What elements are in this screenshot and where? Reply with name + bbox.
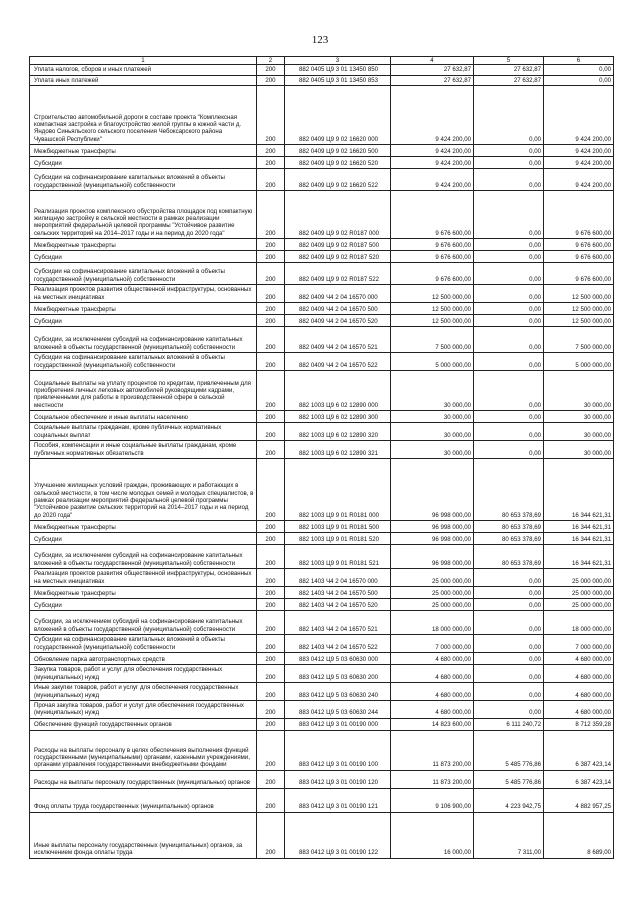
row-col5-cell: 27 632,87	[474, 75, 544, 85]
table-row	[30, 788, 614, 812]
row-name-cell: Субсидии на софинансирование капитальных вложений в объекты государственной (муниципальной) собственности	[30, 634, 257, 652]
row-code-cell: 883 0412 Ц9 5 03 60630 000	[285, 652, 391, 664]
table-row	[30, 144, 614, 156]
row-code-cell: 882 1003 Ц9 6 02 12890 000	[285, 370, 391, 410]
table-row	[30, 770, 614, 788]
row-name-cell: Реализация проектов комплексного обустройства площадок под компактную жилищную застройку в сельской местности в рамках реализации мероприятий федеральной целевой программы "Устойчивое развитие сельских территорий на 2014–2017 годы и на период до 2020 года"	[30, 190, 257, 238]
row-col5-cell: 0,00	[474, 284, 544, 302]
row-code-cell: 882 1003 Ц9 9 01 R0181 521	[285, 544, 391, 568]
row-name-cell: Межбюджетные трансферты	[30, 238, 257, 250]
row-col4-cell: 96 998 000,00	[391, 532, 474, 544]
table-row	[30, 410, 614, 422]
row-grbs-cell: 200	[257, 250, 285, 262]
row-code-cell: 882 0409 Ц9 9 02 R0187 500	[285, 238, 391, 250]
row-col4-cell: 16 000,00	[391, 812, 474, 858]
table-row	[30, 586, 614, 598]
row-col6-cell: 4 680 000,00	[544, 700, 614, 718]
header-cell: 6	[544, 57, 614, 65]
row-col6-cell: 0,00	[544, 65, 614, 75]
row-col6-cell: 30 000,00	[544, 440, 614, 458]
row-grbs-cell: 200	[257, 610, 285, 634]
row-col6-cell: 7 500 000,00	[544, 326, 614, 352]
row-name-cell: Расходы на выплаты персоналу в целях обеспечения выполнения функций государственными (муниципальными) органами, казенными учреждениями, органами управления государственными внебюджетными фондами	[30, 730, 257, 770]
table-row	[30, 532, 614, 544]
row-col4-cell: 25 000 000,00	[391, 586, 474, 598]
row-col6-cell: 6 387 423,14	[544, 770, 614, 788]
row-grbs-cell: 200	[257, 370, 285, 410]
row-col4-cell: 25 000 000,00	[391, 598, 474, 610]
table-row	[30, 700, 614, 718]
row-col4-cell: 12 500 000,00	[391, 284, 474, 302]
row-col5-cell: 80 653 378,69	[474, 544, 544, 568]
row-col5-cell: 0,00	[474, 586, 544, 598]
row-name-cell: Субсидии	[30, 156, 257, 168]
row-col5-cell: 0,00	[474, 568, 544, 586]
row-name-cell: Социальные выплаты на уплату процентов по кредитам, привлеченным для приобретения личных легковых автомобилей руководящими кадрами, привлеченными для работы в производственной сфере в сельской местности	[30, 370, 257, 410]
row-name-cell: Расходы на выплаты персоналу государственных (муниципальных) органов	[30, 770, 257, 788]
row-name-cell: Субсидии, за исключением субсидий на софинансирование капитальных вложений в объекты государственной (муниципальной) собственности	[30, 610, 257, 634]
row-code-cell: 882 0409 Ц9 9 02 R0187 522	[285, 262, 391, 284]
row-grbs-cell: 200	[257, 302, 285, 314]
table-row	[30, 730, 614, 770]
row-col5-cell: 0,00	[474, 598, 544, 610]
row-col6-cell: 16 344 621,31	[544, 458, 614, 520]
header-row	[30, 57, 614, 65]
table-row	[30, 370, 614, 410]
row-col4-cell: 4 680 000,00	[391, 652, 474, 664]
row-code-cell: 882 1403 Ч4 2 04 16570 522	[285, 634, 391, 652]
row-col4-cell: 27 632,87	[391, 65, 474, 75]
row-col5-cell: 0,00	[474, 422, 544, 440]
row-col6-cell: 4 680 000,00	[544, 682, 614, 700]
row-grbs-cell: 200	[257, 440, 285, 458]
row-col6-cell: 9 424 200,00	[544, 168, 614, 190]
row-grbs-cell: 200	[257, 326, 285, 352]
row-code-cell: 883 0412 Ц9 3 01 00190 000	[285, 718, 391, 730]
table-row	[30, 250, 614, 262]
table-row	[30, 75, 614, 85]
row-col5-cell: 0,00	[474, 410, 544, 422]
row-code-cell: 883 0412 Ц9 3 01 00190 100	[285, 730, 391, 770]
row-col6-cell: 0,00	[544, 75, 614, 85]
row-col6-cell: 9 424 200,00	[544, 156, 614, 168]
row-code-cell: 882 0409 Ч4 2 04 16570 521	[285, 326, 391, 352]
row-code-cell: 882 0405 Ц9 3 01 13450 853	[285, 75, 391, 85]
row-name-cell: Фонд оплаты труда государственных (муниципальных) органов	[30, 788, 257, 812]
row-col4-cell: 9 676 600,00	[391, 238, 474, 250]
row-col5-cell: 0,00	[474, 610, 544, 634]
row-col4-cell: 11 873 200,00	[391, 730, 474, 770]
header-cell: 1	[30, 57, 257, 65]
row-name-cell: Субсидии, за исключением субсидий на софинансирование капитальных вложений в объекты государственной (муниципальной) собственности	[30, 544, 257, 568]
row-code-cell: 882 0409 Ц9 9 02 R0187 520	[285, 250, 391, 262]
row-col5-cell: 0,00	[474, 352, 544, 370]
table-row	[30, 422, 614, 440]
row-grbs-cell: 200	[257, 238, 285, 250]
row-code-cell: 882 1403 Ч4 2 04 16570 000	[285, 568, 391, 586]
row-code-cell: 882 0409 Ц9 9 02 16620 522	[285, 168, 391, 190]
row-name-cell: Реализация проектов развития общественной инфраструктуры, основанных на местных инициативах	[30, 568, 257, 586]
row-col6-cell: 6 387 423,14	[544, 730, 614, 770]
table-row	[30, 664, 614, 682]
table-row	[30, 238, 614, 250]
row-col6-cell: 25 000 000,00	[544, 568, 614, 586]
row-col5-cell: 0,00	[474, 440, 544, 458]
row-grbs-cell: 200	[257, 262, 285, 284]
row-grbs-cell: 200	[257, 598, 285, 610]
table-row	[30, 352, 614, 370]
row-col4-cell: 4 680 000,00	[391, 664, 474, 682]
row-grbs-cell: 200	[257, 458, 285, 520]
row-col5-cell: 0,00	[474, 370, 544, 410]
row-col6-cell: 5 000 000,00	[544, 352, 614, 370]
row-col5-cell: 80 653 378,69	[474, 520, 544, 532]
row-name-cell: Субсидии на софинансирование капитальных вложений в объекты государственной (муниципальной) собственности	[30, 352, 257, 370]
row-col4-cell: 9 424 200,00	[391, 85, 474, 144]
row-col4-cell: 9 676 600,00	[391, 190, 474, 238]
row-col4-cell: 27 632,87	[391, 75, 474, 85]
row-col5-cell: 0,00	[474, 250, 544, 262]
row-col6-cell: 16 344 621,31	[544, 544, 614, 568]
row-name-cell: Социальное обеспечение и иные выплаты населению	[30, 410, 257, 422]
row-col4-cell: 4 680 000,00	[391, 700, 474, 718]
row-col6-cell: 4 680 000,00	[544, 652, 614, 664]
row-col4-cell: 5 000 000,00	[391, 352, 474, 370]
row-grbs-cell: 200	[257, 682, 285, 700]
row-col4-cell: 30 000,00	[391, 410, 474, 422]
row-grbs-cell: 200	[257, 168, 285, 190]
row-col5-cell: 0,00	[474, 262, 544, 284]
row-code-cell: 882 1003 Ц9 9 01 R0181 520	[285, 532, 391, 544]
table-row	[30, 156, 614, 168]
row-col5-cell: 5 485 776,86	[474, 770, 544, 788]
row-col4-cell: 7 500 000,00	[391, 326, 474, 352]
row-name-cell: Пособия, компенсации и иные социальные выплаты гражданам, кроме публичных нормативных обязательств	[30, 440, 257, 458]
row-col5-cell: 0,00	[474, 144, 544, 156]
row-code-cell: 883 0412 Ц9 5 03 60630 244	[285, 700, 391, 718]
row-col5-cell: 0,00	[474, 168, 544, 190]
table-row	[30, 190, 614, 238]
header-cell: 2	[257, 57, 285, 65]
row-code-cell: 882 1003 Ц9 9 01 R0181 500	[285, 520, 391, 532]
row-name-cell: Субсидии на софинансирование капитальных вложений в объекты государственной (муниципальной) собственности	[30, 262, 257, 284]
row-col5-cell: 80 653 378,69	[474, 532, 544, 544]
row-col5-cell: 5 485 776,86	[474, 730, 544, 770]
row-col6-cell: 9 676 600,00	[544, 250, 614, 262]
row-col4-cell: 14 823 600,00	[391, 718, 474, 730]
row-code-cell: 882 1403 Ч4 2 04 16570 520	[285, 598, 391, 610]
row-name-cell: Субсидии на софинансирование капитальных вложений в объекты государственной (муниципальной) собственности	[30, 168, 257, 190]
row-grbs-cell: 200	[257, 410, 285, 422]
row-grbs-cell: 200	[257, 75, 285, 85]
row-col5-cell: 0,00	[474, 682, 544, 700]
row-code-cell: 883 0412 Ц9 3 01 00190 122	[285, 812, 391, 858]
table-row	[30, 284, 614, 302]
row-col5-cell: 0,00	[474, 634, 544, 652]
row-grbs-cell: 200	[257, 730, 285, 770]
table-row	[30, 168, 614, 190]
row-col6-cell: 30 000,00	[544, 422, 614, 440]
row-col4-cell: 12 500 000,00	[391, 314, 474, 326]
table-row	[30, 812, 614, 858]
row-col4-cell: 7 000 000,00	[391, 634, 474, 652]
row-col4-cell: 9 676 600,00	[391, 250, 474, 262]
row-name-cell: Обеспечение функций государственных органов	[30, 718, 257, 730]
row-name-cell: Субсидии	[30, 598, 257, 610]
row-name-cell: Уплата иных платежей	[30, 75, 257, 85]
row-grbs-cell: 200	[257, 144, 285, 156]
row-code-cell: 883 0412 Ц9 3 01 00190 120	[285, 770, 391, 788]
row-col6-cell: 12 500 000,00	[544, 284, 614, 302]
table-row	[30, 314, 614, 326]
row-col4-cell: 12 500 000,00	[391, 302, 474, 314]
row-col6-cell: 25 000 000,00	[544, 586, 614, 598]
row-grbs-cell: 200	[257, 788, 285, 812]
row-col4-cell: 9 424 200,00	[391, 156, 474, 168]
row-col4-cell: 9 424 200,00	[391, 168, 474, 190]
row-col6-cell: 4 882 957,25	[544, 788, 614, 812]
row-code-cell: 882 1003 Ц9 6 02 12890 321	[285, 440, 391, 458]
table-row	[30, 326, 614, 352]
row-name-cell: Обновление парка автотранспортных средств	[30, 652, 257, 664]
row-name-cell: Субсидии	[30, 250, 257, 262]
row-col4-cell: 4 680 000,00	[391, 682, 474, 700]
row-name-cell: Межбюджетные трансферты	[30, 144, 257, 156]
row-name-cell: Строительство автомобильной дороги в составе проекта "Комплексная компактная застройка и благоустройство жилой группы в южной части д. Яндово Синьяльского сельского поселения Чебоксарского района Чувашской Республики"	[30, 85, 257, 144]
row-col5-cell: 0,00	[474, 652, 544, 664]
row-code-cell: 882 0405 Ц9 3 01 13450 850	[285, 65, 391, 75]
row-name-cell: Уплата налогов, сборов и иных платежей	[30, 65, 257, 75]
row-col4-cell: 30 000,00	[391, 370, 474, 410]
row-col5-cell: 7 311,00	[474, 812, 544, 858]
row-col5-cell: 0,00	[474, 314, 544, 326]
row-code-cell: 883 0412 Ц9 3 01 00190 121	[285, 788, 391, 812]
row-col5-cell: 6 111 240,72	[474, 718, 544, 730]
row-name-cell: Межбюджетные трансферты	[30, 302, 257, 314]
row-col4-cell: 96 998 000,00	[391, 544, 474, 568]
table-row	[30, 520, 614, 532]
row-col5-cell: 0,00	[474, 85, 544, 144]
row-col6-cell: 18 000 000,00	[544, 610, 614, 634]
row-col4-cell: 30 000,00	[391, 440, 474, 458]
row-code-cell: 882 1003 Ц9 9 01 R0181 000	[285, 458, 391, 520]
budget-execution-table	[29, 56, 614, 859]
row-grbs-cell: 200	[257, 352, 285, 370]
table-row	[30, 65, 614, 75]
table-row	[30, 568, 614, 586]
row-code-cell: 882 0409 Ч4 2 04 16570 000	[285, 284, 391, 302]
row-name-cell: Улучшение жилищных условий граждан, проживающих и работающих в сельской местности, в том числе молодых семей и молодых специалистов, в рамках реализации мероприятий федеральной целевой программы "Устойчивое развитие сельских территорий на 2014–2017 годы и на период до 2020 года"	[30, 458, 257, 520]
row-name-cell: Субсидии, за исключением субсидий на софинансирование капитальных вложений в объекты государственной (муниципальной) собственности	[30, 326, 257, 352]
row-col5-cell: 0,00	[474, 238, 544, 250]
row-col6-cell: 25 000 000,00	[544, 598, 614, 610]
row-grbs-cell: 200	[257, 718, 285, 730]
row-col6-cell: 12 500 000,00	[544, 302, 614, 314]
header-cell: 4	[391, 57, 474, 65]
row-col4-cell: 9 424 200,00	[391, 144, 474, 156]
row-col4-cell: 9 676 600,00	[391, 262, 474, 284]
row-col6-cell: 9 676 600,00	[544, 262, 614, 284]
table-row	[30, 610, 614, 634]
row-grbs-cell: 200	[257, 284, 285, 302]
row-col6-cell: 12 500 000,00	[544, 314, 614, 326]
page-number: 123	[311, 34, 329, 46]
row-col6-cell: 9 424 200,00	[544, 144, 614, 156]
row-name-cell: Прочая закупка товаров, работ и услуг для обеспечения государственных (муниципальных) нужд	[30, 700, 257, 718]
row-name-cell: Субсидии	[30, 314, 257, 326]
table-row	[30, 634, 614, 652]
row-code-cell: 882 0409 Ч4 2 04 16570 520	[285, 314, 391, 326]
row-grbs-cell: 200	[257, 65, 285, 75]
row-code-cell: 882 0409 Ц9 9 02 16620 500	[285, 144, 391, 156]
row-code-cell: 882 0409 Ч4 2 04 16570 500	[285, 302, 391, 314]
row-code-cell: 883 0412 Ц9 5 03 60630 200	[285, 664, 391, 682]
row-grbs-cell: 200	[257, 190, 285, 238]
row-grbs-cell: 200	[257, 664, 285, 682]
row-code-cell: 883 0412 Ц9 5 03 60630 240	[285, 682, 391, 700]
table-row	[30, 598, 614, 610]
row-col5-cell: 80 653 378,69	[474, 458, 544, 520]
row-col4-cell: 30 000,00	[391, 422, 474, 440]
row-col4-cell: 96 998 000,00	[391, 458, 474, 520]
row-name-cell: Межбюджетные трансферты	[30, 520, 257, 532]
row-col4-cell: 11 873 200,00	[391, 770, 474, 788]
row-grbs-cell: 200	[257, 586, 285, 598]
row-col5-cell: 4 223 942,75	[474, 788, 544, 812]
row-name-cell: Иные закупки товаров, работ и услуг для обеспечения государственных (муниципальных) нужд	[30, 682, 257, 700]
row-col5-cell: 0,00	[474, 664, 544, 682]
row-grbs-cell: 200	[257, 652, 285, 664]
row-col6-cell: 4 680 000,00	[544, 664, 614, 682]
table-row	[30, 302, 614, 314]
row-code-cell: 882 1403 Ч4 2 04 16570 521	[285, 610, 391, 634]
table-row	[30, 85, 614, 144]
row-name-cell: Межбюджетные трансферты	[30, 586, 257, 598]
row-col6-cell: 30 000,00	[544, 410, 614, 422]
row-name-cell: Социальные выплаты гражданам, кроме публичных нормативных социальных выплат	[30, 422, 257, 440]
row-code-cell: 882 1003 Ц9 6 02 12890 300	[285, 410, 391, 422]
row-col6-cell: 9 676 600,00	[544, 238, 614, 250]
table-row	[30, 718, 614, 730]
row-name-cell: Закупка товаров, работ и услуг для обеспечения государственных (муниципальных) нужд	[30, 664, 257, 682]
row-grbs-cell: 200	[257, 634, 285, 652]
row-code-cell: 882 0409 Ч4 2 04 16570 522	[285, 352, 391, 370]
row-code-cell: 882 0409 Ц9 9 02 16620 520	[285, 156, 391, 168]
row-grbs-cell: 200	[257, 532, 285, 544]
row-grbs-cell: 200	[257, 568, 285, 586]
row-grbs-cell: 200	[257, 314, 285, 326]
row-grbs-cell: 200	[257, 422, 285, 440]
row-col5-cell: 0,00	[474, 156, 544, 168]
row-col4-cell: 96 998 000,00	[391, 520, 474, 532]
row-col6-cell: 8 689,00	[544, 812, 614, 858]
table-row	[30, 262, 614, 284]
row-col6-cell: 9 424 200,00	[544, 85, 614, 144]
row-col6-cell: 7 000 000,00	[544, 634, 614, 652]
row-col5-cell: 0,00	[474, 190, 544, 238]
row-col6-cell: 16 344 621,31	[544, 520, 614, 532]
row-grbs-cell: 200	[257, 812, 285, 858]
table-row	[30, 458, 614, 520]
row-col4-cell: 9 106 900,00	[391, 788, 474, 812]
row-col5-cell: 0,00	[474, 326, 544, 352]
row-grbs-cell: 200	[257, 700, 285, 718]
row-name-cell: Субсидии	[30, 532, 257, 544]
row-code-cell: 882 1403 Ч4 2 04 16570 500	[285, 586, 391, 598]
row-col5-cell: 0,00	[474, 700, 544, 718]
row-grbs-cell: 200	[257, 85, 285, 144]
row-grbs-cell: 200	[257, 520, 285, 532]
row-grbs-cell: 200	[257, 770, 285, 788]
row-name-cell: Иные выплаты персоналу государственных (муниципальных) органов, за исключением фонда оплаты труда	[30, 812, 257, 858]
table-row	[30, 440, 614, 458]
row-code-cell: 882 1003 Ц9 6 02 12890 320	[285, 422, 391, 440]
row-col6-cell: 16 344 621,31	[544, 532, 614, 544]
table-row	[30, 652, 614, 664]
row-name-cell: Реализация проектов развития общественной инфраструктуры, основанных на местных инициативах	[30, 284, 257, 302]
table-row	[30, 682, 614, 700]
row-col4-cell: 25 000 000,00	[391, 568, 474, 586]
row-col6-cell: 9 676 600,00	[544, 190, 614, 238]
row-col5-cell: 0,00	[474, 302, 544, 314]
row-code-cell: 882 0409 Ц9 9 02 16620 000	[285, 85, 391, 144]
header-cell: 3	[285, 57, 391, 65]
row-code-cell: 882 0409 Ц9 9 02 R0187 000	[285, 190, 391, 238]
row-col5-cell: 27 632,87	[474, 65, 544, 75]
row-grbs-cell: 200	[257, 544, 285, 568]
row-grbs-cell: 200	[257, 156, 285, 168]
header-cell: 5	[474, 57, 544, 65]
table-row	[30, 544, 614, 568]
row-col6-cell: 30 000,00	[544, 370, 614, 410]
row-col6-cell: 8 712 359,28	[544, 718, 614, 730]
row-col4-cell: 18 000 000,00	[391, 610, 474, 634]
